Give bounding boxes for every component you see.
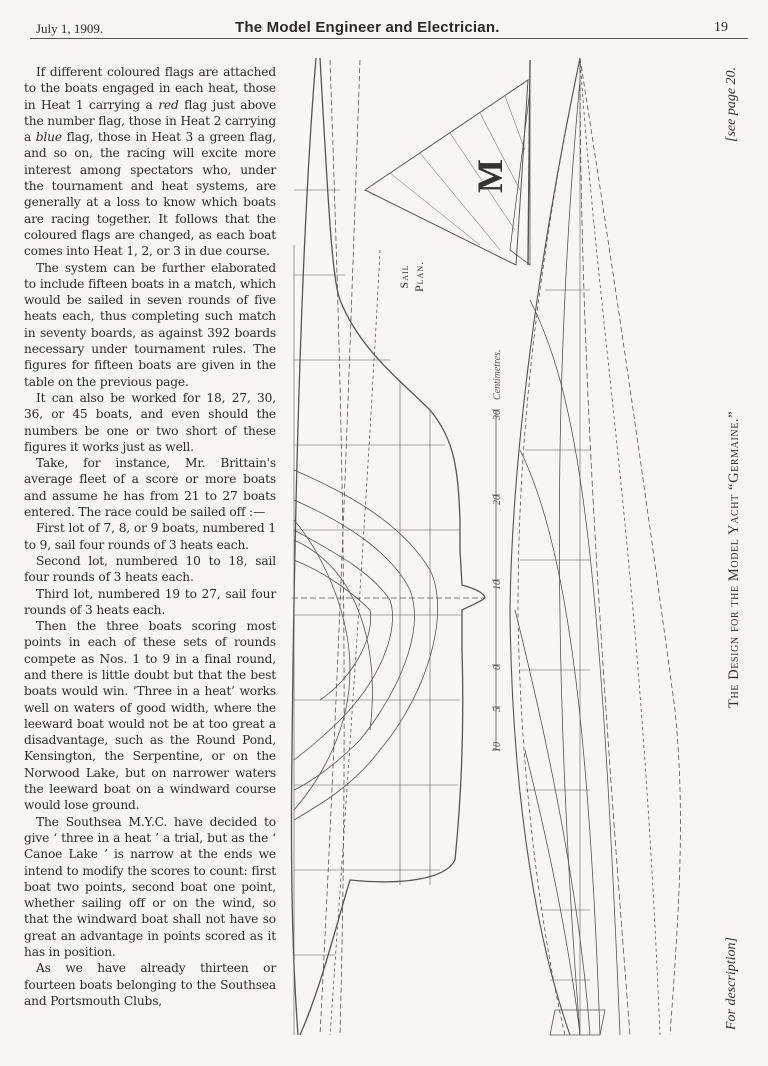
- paragraph-text: The Southsea M.Y.C. have decided to give ‘ three in a heat ’ a trial, but as the ‘ Canoe Lake ’ is narrow at the ends we intend to modify the scores to count: first boat two points, second boat one point, whether sailing off or on the wind, so that the windward boat shall not have so great an advantage in points scored as it has in position.: [24, 814, 276, 960]
- paragraph-text: First lot of 7, 8, or 9 boats, numbered 1 to 9, sail four rounds of 3 heats each.: [24, 521, 276, 552]
- body-plan-drawing: [510, 58, 680, 1035]
- italic-text: blue: [35, 130, 62, 145]
- scale-tick-label: 10: [492, 580, 503, 590]
- scale-tick-label: 10: [492, 742, 503, 752]
- sail-plan-drawing: [365, 60, 530, 265]
- italic-text: red: [158, 97, 179, 112]
- paragraph-text: If different coloured flags are attached to the boats engaged in each heat, those in Heat 1 carrying a: [24, 65, 276, 112]
- sail-plan-label-line2: Plan.: [412, 260, 426, 292]
- article-paragraph: [24, 260, 276, 390]
- paragraph-text: flag, those in Heat 3 a green flag, and so on, the racing will excite more interest among spectators who, under the tournament and heat systems, are generally at a loss to know which boats are racing together. It follows that the coloured flags are changed, as each boat comes into Heat 1, 2, or 3 in due course.: [24, 130, 276, 259]
- figure-caption: The Design for the Model Yacht “Germaine.”: [726, 410, 742, 708]
- scale-tick-label: 30: [492, 410, 503, 420]
- running-header: [30, 14, 748, 39]
- scale-tick-label: 5: [492, 707, 503, 712]
- scale-unit-label: Centimetres.: [492, 349, 503, 400]
- hull-profile-drawing: [291, 58, 485, 1035]
- paragraph-text: flag just above the number flag, those in Heat 2 carrying a: [24, 97, 277, 145]
- see-page-note: [see page 20.: [724, 66, 739, 142]
- scale-tick-label: 20: [492, 495, 503, 505]
- paragraph-text: Second lot, numbered 10 to 18, sail four rounds of 3 heats each.: [24, 553, 276, 585]
- article-paragraph: [24, 586, 276, 619]
- page-number: 19: [714, 20, 728, 35]
- paragraph-text: Third lot, numbered 19 to 27, sail four rounds of 3 heats each.: [24, 586, 276, 617]
- article-text-column: [24, 64, 276, 1009]
- article-paragraph: [24, 553, 276, 586]
- description-note: For description]: [724, 937, 739, 1030]
- paragraph-text: The system can be further elaborated to include fifteen boats in a match, which would be sailed in seven rounds of five heats each, thus completing such match in seventy boards, as against 392 boards necessary under tournament rules. The figures for fifteen boats are given in the table on the previous page.: [24, 260, 276, 389]
- article-paragraph: [24, 618, 276, 814]
- article-paragraph: [24, 390, 276, 455]
- sail-letter: M: [470, 159, 510, 193]
- yacht-design-drawing: [280, 50, 720, 1040]
- sail-plan-label: [397, 261, 427, 292]
- sail-plan-label-line1: Sail: [397, 264, 411, 289]
- paragraph-text: Then the three boats scoring most points in each of these sets of rounds compete as Nos. 1 to 9 in a final round, and there is little doubt but that the best boats would win. ‘Three in a heat’ works well on waters of good width, where the leeward boat would not be at too great a disadvantage, such as the Round Pond, Kensington, the Serpentine, or on the Norwood Lake, but on narrower waters the leeward boat on a windward course would lose ground.: [24, 619, 276, 813]
- journal-title: The Model Engineer and Electrician.: [235, 19, 500, 36]
- paragraph-text: As we have already thirteen or fourteen boats belonging to the Southsea and Portsmouth Clubs,: [24, 961, 276, 1008]
- scale-tick-label: 0: [492, 665, 503, 670]
- article-paragraph: [24, 64, 276, 260]
- article-paragraph: [24, 960, 276, 1009]
- issue-date: July 1, 1909.: [36, 21, 104, 36]
- article-paragraph: [24, 455, 276, 520]
- paragraph-text: Take, for instance, Mr. Brittain's average fleet of a score or more boats and assume he has from 21 to 27 boats entered. The race could be sailed off :—: [24, 456, 276, 520]
- paragraph-text: It can also be worked for 18, 27, 30, 36, or 45 boats, and even should the numbers be one or two short of these figures it works just as well.: [24, 390, 276, 454]
- article-paragraph: [24, 520, 276, 553]
- article-paragraph: [24, 814, 276, 961]
